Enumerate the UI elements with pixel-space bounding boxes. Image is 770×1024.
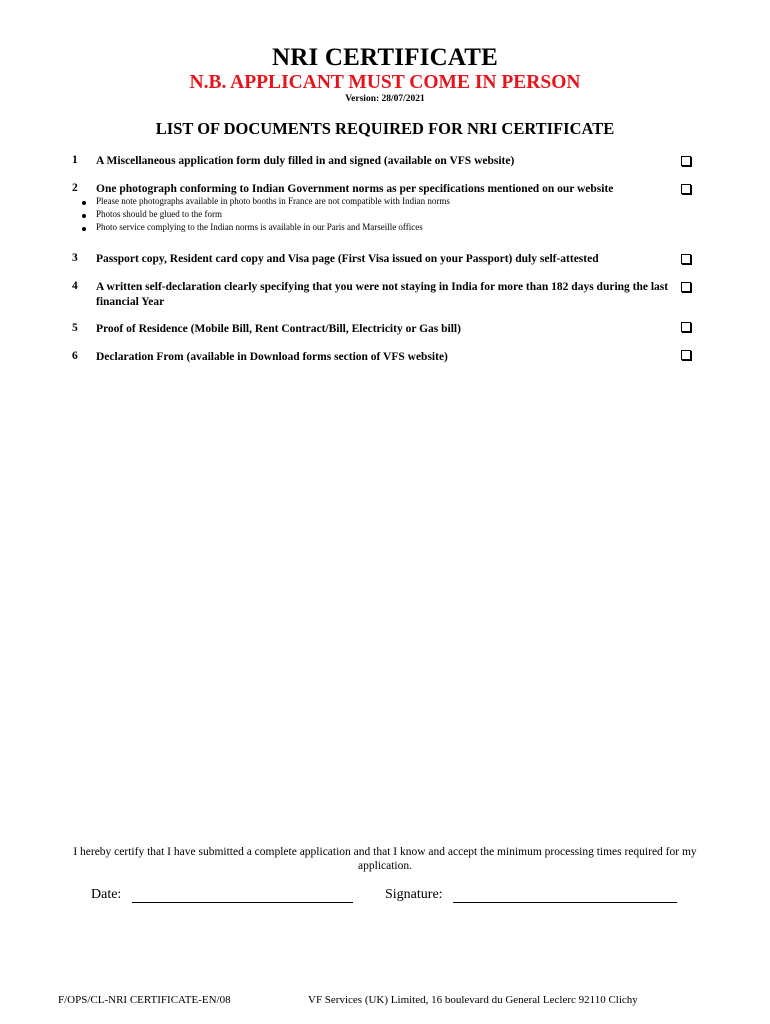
- list-item-text: Declaration From (available in Download forms section of VFS website): [96, 351, 448, 363]
- bullet-text: Photos should be glued to the form: [96, 209, 222, 219]
- checkbox-item-1[interactable]: [681, 156, 691, 166]
- list-item-text: A written self-declaration clearly specifying that you were not staying in India for more than 182 days during the last financial Year: [96, 281, 669, 308]
- date-label: Date:: [91, 887, 122, 902]
- list-item-number: 4: [72, 280, 78, 292]
- list-item-number: 2: [72, 182, 78, 194]
- signature-label: Signature:: [385, 887, 443, 902]
- list-item-number: 5: [72, 322, 78, 334]
- list-item-number: 1: [72, 154, 78, 166]
- document-title: NRI CERTIFICATE: [272, 44, 498, 71]
- bullet-icon: [82, 227, 86, 231]
- documents-list-heading: LIST OF DOCUMENTS REQUIRED FOR NRI CERTIFICATE: [155, 119, 615, 138]
- version-label: Version: 28/07/2021: [345, 94, 425, 104]
- footer-address: VF Services (UK) Limited, 16 boulevard du General Leclerc 92110 Clichy: [308, 994, 638, 1006]
- checkbox-item-6[interactable]: [681, 350, 691, 360]
- list-item-text: Proof of Residence (Mobile Bill, Rent Contract/Bill, Electricity or Gas bill): [96, 323, 461, 335]
- checkbox-item-3[interactable]: [681, 254, 691, 264]
- list-item-text: One photograph conforming to Indian Government norms as per specifications mentioned on our website: [96, 183, 614, 195]
- bullet-icon: [82, 214, 86, 218]
- list-item-number: 3: [72, 252, 78, 264]
- list-item-text: A Miscellaneous application form duly filled in and signed (available on VFS website): [96, 155, 515, 167]
- footer-form-code: F/OPS/CL-NRI CERTIFICATE-EN/08: [58, 994, 231, 1006]
- in-person-warning: N.B. APPLICANT MUST COME IN PERSON: [189, 72, 581, 93]
- bullet-text: Please note photographs available in photo booths in France are not compatible with Indian norms: [96, 196, 450, 206]
- bullet-icon: [82, 201, 86, 205]
- checkbox-item-5[interactable]: [681, 322, 691, 332]
- bullet-text: Photo service complying to the Indian norms is available in our Paris and Marseille offices: [96, 222, 423, 232]
- signature-field[interactable]: [453, 902, 677, 903]
- checkbox-item-2[interactable]: [681, 184, 691, 194]
- checkbox-item-4[interactable]: [681, 282, 691, 292]
- list-item-text: Passport copy, Resident card copy and Visa page (First Visa issued on your Passport) duly self-attested: [96, 253, 599, 265]
- list-item-number: 6: [72, 350, 78, 362]
- certification-statement: I hereby certify that I have submitted a complete application and that I know and accept the minimum processing times required for my application.: [73, 846, 697, 872]
- date-field[interactable]: [132, 902, 353, 903]
